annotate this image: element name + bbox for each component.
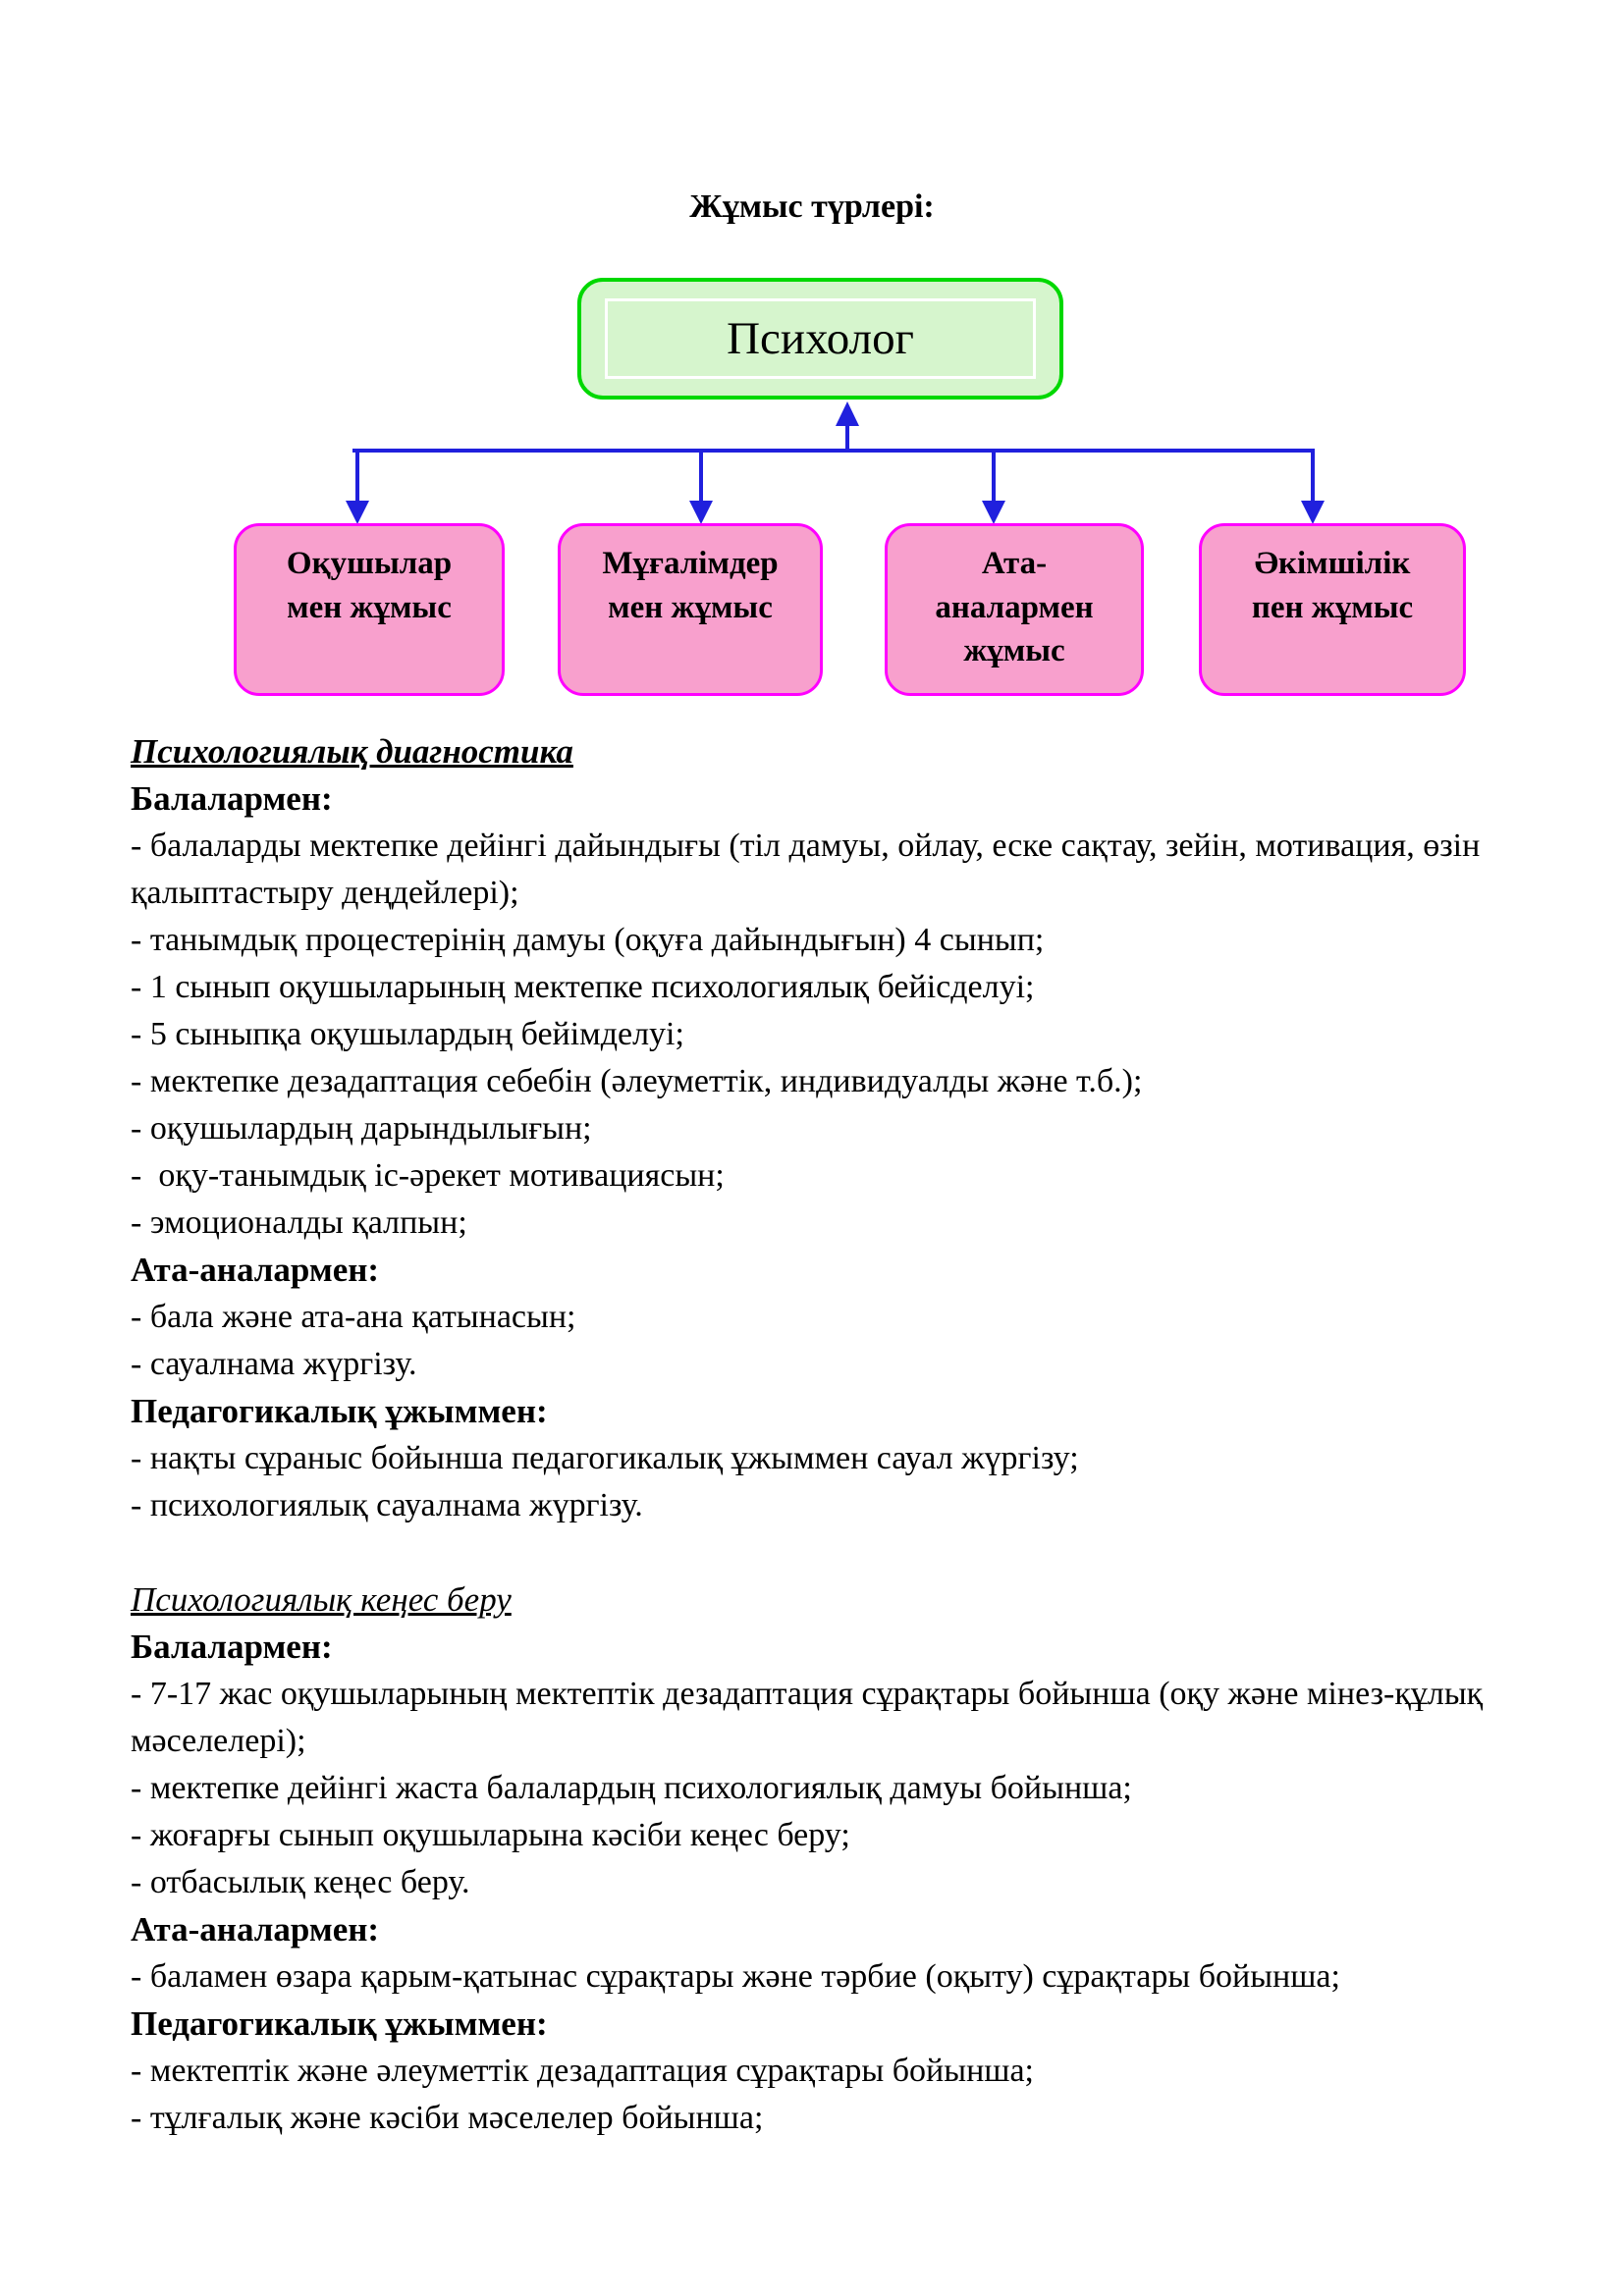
section-1 <box>131 728 1497 1529</box>
group-label: Балалармен: <box>131 1628 333 1666</box>
list-item: - мектепке дезадаптация себебін (әлеуметтік, индивидуалды және т.б.); <box>131 1063 1143 1099</box>
list-item: - психологиялық сауалнама жүргізу. <box>131 1487 643 1523</box>
section-heading: Психологиялық диагностика <box>131 732 573 771</box>
child-node-4 <box>1199 523 1466 696</box>
list-item: - жоғарғы сынып оқушыларына кәсіби кеңес беру; <box>131 1817 850 1853</box>
root-node-label: Психолог <box>727 312 914 364</box>
list-item: - бала және ата-ана қатынасын; <box>131 1299 576 1335</box>
org-chart <box>0 278 1624 700</box>
group-label: Ата-аналармен: <box>131 1910 380 1949</box>
group-label: Педагогикалық ұжыммен: <box>131 1392 548 1430</box>
group-label: Педагогикалық ұжыммен: <box>131 2004 548 2043</box>
child-node-label: Әкімшілік пен жұмыс <box>1251 546 1414 625</box>
list-item: - сауалнама жүргізу. <box>131 1346 417 1382</box>
list-item: - отбасылық кеңес беру. <box>131 1864 470 1900</box>
list-item: - 7-17 жас оқушыларының мектептік дезадаптация сұрақтары бойынша (оқу және мінез-құлық мәселелері); <box>131 1676 1491 1759</box>
list-item: - эмоционалды қалпын; <box>131 1204 467 1241</box>
list-item: - 1 сынып оқушыларының мектепке психологиялық бейісделуі; <box>131 969 1035 1005</box>
section-2 <box>131 1576 1497 2142</box>
child-node-1 <box>234 523 505 696</box>
child-node-row <box>0 278 1624 700</box>
list-item: - оқушылардың дарындылығын; <box>131 1110 592 1147</box>
child-node-label: Ата-аналармен жұмыс <box>935 546 1094 669</box>
child-node-label: Мұғалімдер мен жұмыс <box>602 546 779 625</box>
child-node-2 <box>558 523 823 696</box>
list-item: - танымдық процестерінің дамуы (оқуға дайындығын) 4 сынып; <box>131 922 1045 958</box>
list-item: - баламен өзара қарым-қатынас сұрақтары және тәрбие (оқыту) сұрақтары бойынша; <box>131 1958 1340 1995</box>
list-item: - мектептік және әлеуметтік дезадаптация сұрақтары бойынша; <box>131 2053 1034 2089</box>
child-node-3 <box>885 523 1144 696</box>
list-item: - нақты сұраныс бойынша педагогикалық ұжыммен сауал жүргізу; <box>131 1440 1079 1476</box>
text-content <box>131 728 1497 2142</box>
list-item: - тұлғалық және кәсіби мәселелер бойынша; <box>131 2100 764 2136</box>
group-label: Балалармен: <box>131 779 333 818</box>
list-item: - балаларды мектепке дейінгі дайындығы (тіл дамуы, ойлау, еске сақтау, зейін, мотивация, өзін қалыптастыру деңдейлері); <box>131 828 1489 911</box>
list-item: - мектепке дейінгі жаста балалардың психологиялық дамуы бойынша; <box>131 1770 1132 1806</box>
group-label: Ата-аналармен: <box>131 1251 380 1289</box>
section-heading: Психологиялық кеңес беру <box>131 1580 512 1619</box>
list-item: - оқу-танымдық іс-әрекет мотивациясын; <box>131 1157 725 1194</box>
child-node-label: Оқушылар мен жұмыс <box>286 546 453 625</box>
list-item: - 5 сыныпқа оқушылардың бейімделуі; <box>131 1016 684 1052</box>
doc-title: Жұмыс түрлері: <box>689 188 935 225</box>
